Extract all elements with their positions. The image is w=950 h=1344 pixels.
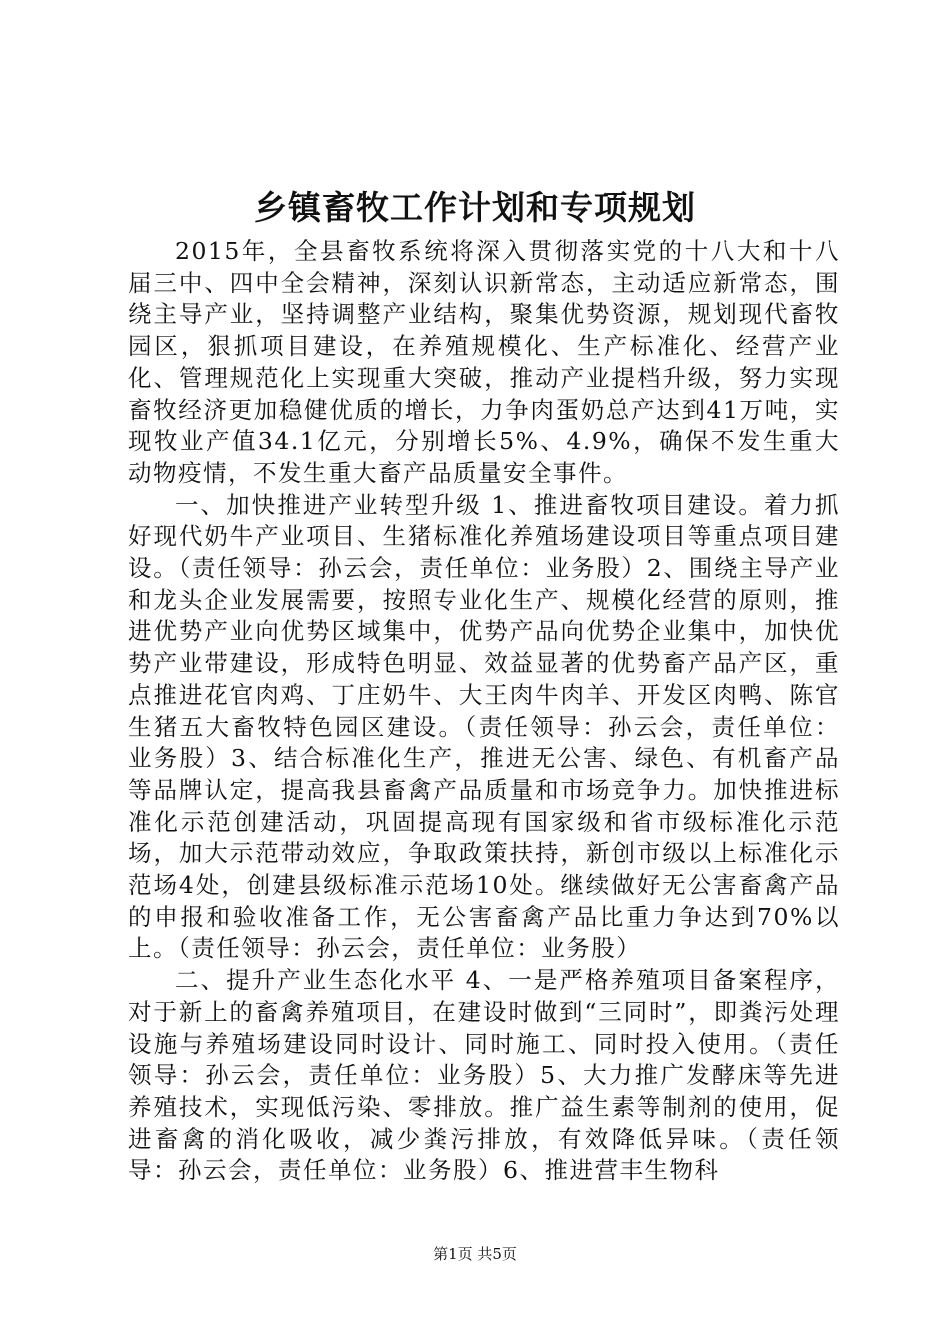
paragraph-intro: 2015年，全县畜牧系统将深入贯彻落实党的十八大和十八届三中、四中全会精神，深刻认识新常态，主动适应新常态，围绕主导产业，坚持调整产业结构，聚集优势资源，规划现代畜牧园区，狠抓项目建设，在养殖规模化、生产标准化、经营产业化、管理规范化上实现重大突破，推动产业提档升级，努力实现畜牧经济更加稳健优质的增长，力争肉蛋奶总产达到41万吨，实现牧业产值34.1亿元，分别增长5%、4.9%，确保不发生重大动物疫情，不发生重大畜产品质量安全事件。 [128,237,840,487]
paragraph-section-two: 二、提升产业生态化水平 4、一是严格养殖项目备案程序，对于新上的畜禽养殖项目，在建设时做到“三同时”，即粪污处理设施与养殖场建设同时设计、同时施工、同时投入使用。（责任领导：孙云会，责任单位：业务股）5、大力推广发酵床等先进养殖技术，实现低污染、零排放。推广益生素等制剂的使用，促进畜禽的消化吸收，减少粪污排放，有效降低异味。（责任领导：孙云会，责任单位：业务股）6、推进营丰生物科 [128,966,840,1185]
document-body [128,236,840,1187]
page-number-footer: 第1页 共5页 [433,1245,517,1263]
document-title: 乡镇畜牧工作计划和专项规划 [254,188,696,227]
paragraph-section-one: 一、加快推进产业转型升级 1、推进畜牧项目建设。着力抓好现代奶牛产业项目、生猪标准化养殖场建设项目等重点项目建设。（责任领导：孙云会，责任单位：业务股）2、围绕主导产业和龙头企业发展需要，按照专业化生产、规模化经营的原则，推进优势产业向优势区域集中，优势产品向优势企业集中，加快优势产业带建设，形成特色明显、效益显著的优势畜产品产区，重点推进花官肉鸡、丁庄奶牛、大王肉牛肉羊、开发区肉鸭、陈官生猪五大畜牧特色园区建设。（责任领导：孙云会，责任单位：业务股）3、结合标准化生产，推进无公害、绿色、有机畜产品等品牌认定，提高我县畜禽产品质量和市场竞争力。加快推进标准化示范创建活动，巩固提高现有国家级和省市级标准化示范场，加大示范带动效应，争取政策扶持，新创市级以上标准化示范场4处，创建县级标准示范场10处。继续做好无公害畜禽产品的申报和验收准备工作，无公害畜禽产品比重力争达到70%以上。（责任领导：孙云会，责任单位：业务股） [128,490,840,963]
